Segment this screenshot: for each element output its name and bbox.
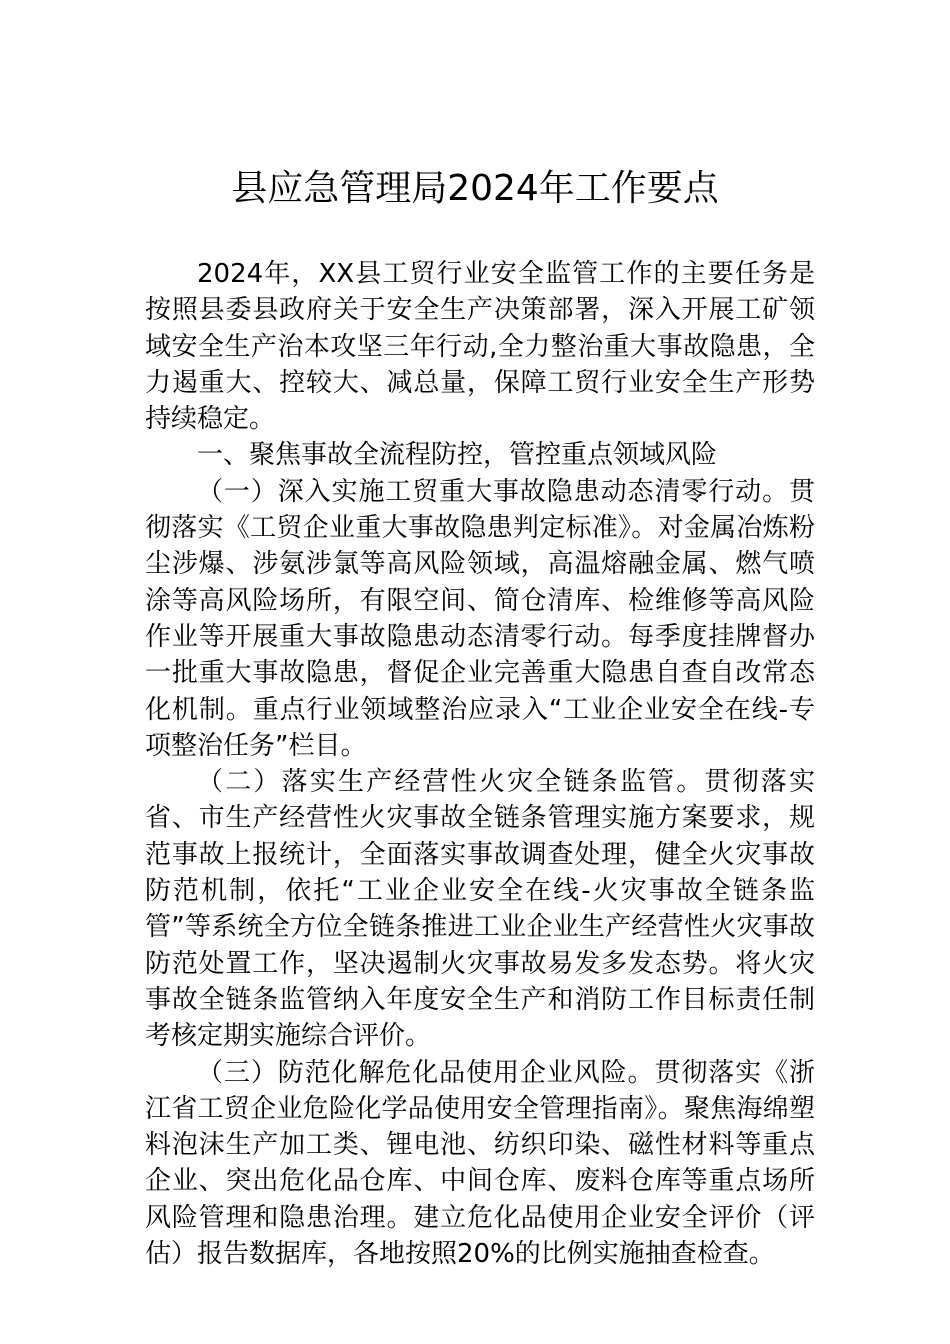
document-body [145, 256, 815, 1272]
document-title: 县应急管理局2024年工作要点 [231, 168, 719, 209]
section-heading-1: 一、聚焦事故全流程防控，管控重点领域风险 [197, 440, 718, 471]
item-paragraph-1: （一）深入实施工贸重大事故隐患动态清零行动。贯彻落实《工贸企业重大事故隐患判定标准》。对金属冶炼粉尘涉爆、涉氨涉氯等高风险领域，高温熔融金属、燃气喷涂等高风险场所，有限空间、简仓清库、检维修等高风险作业等开展重大事故隐患动态清零行动。每季度挂牌督办一批重大事故隐患，督促企业完善重大隐患自查自改常态化机制。重点行业领域整治应录入“工业企业安全在线-专项整治任务”栏目。 [145, 476, 815, 761]
item-paragraph-2: （二）落实生产经营性火灾全链条监管。贯彻落实省、市生产经营性火灾事故全链条管理实施方案要求，规范事故上报统计，全面落实事故调查处理，健全火灾事故防范机制，依托“工业企业安全在线-火灾事故全链条监管”等系统全方位全链条推进工业企业生产经营性火灾事故防范处置工作，坚决遏制火灾事故易发多发态势。将火灾事故全链条监管纳入年度安全生产和消防工作目标责任制考核定期实施综合评价。 [145, 767, 815, 1052]
item-paragraph-3: （三）防范化解危化品使用企业风险。贯彻落实《浙江省工贸企业危险化学品使用安全管理指南》。聚焦海绵塑料泡沫生产加工类、锂电池、纺织印染、磁性材料等重点企业、突出危化品仓库、中间仓库、废料仓库等重点场所风险管理和隐患治理。建立危化品使用企业安全评价（评估）报告数据库，各地按照20%的比例实施抽查检查。 [145, 1057, 815, 1270]
intro-paragraph: 2024年，XX县工贸行业安全监管工作的主要任务是按照县委县政府关于安全生产决策部署，深入开展工矿领域安全生产治本攻坚三年行动,全力整治重大事故隐患，全力遏重大、控较大、减总量，保障工贸行业安全生产形势持续稳定。 [145, 259, 815, 435]
